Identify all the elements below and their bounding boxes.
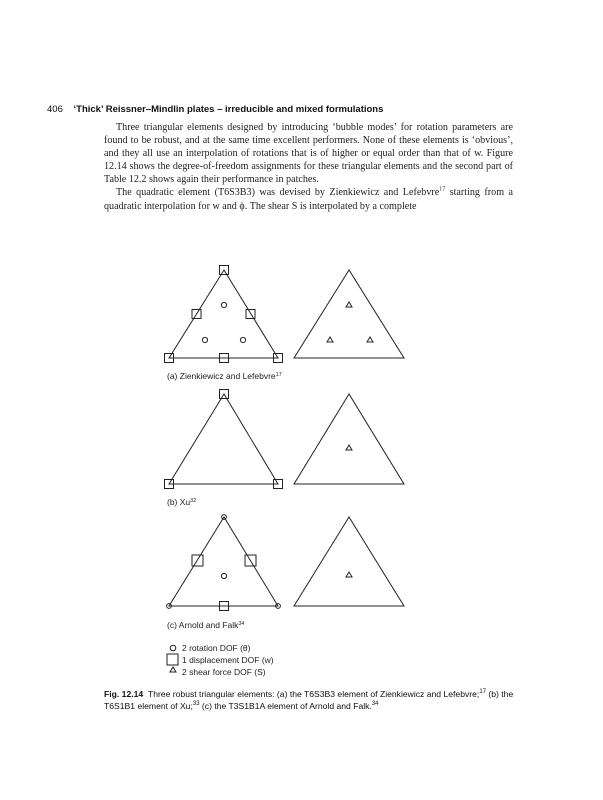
shear-triangle-b-1	[346, 445, 352, 450]
dof-circle-a-left	[202, 337, 207, 342]
caption-text-1: Three robust triangular elements: (a) the T6S3B3 element of Zienkiewicz and Lefebvre;	[147, 689, 480, 699]
caption-text-2: (b) the T6S1B1 element of Xu;	[104, 689, 514, 711]
running-title: ‘Thick’ Reissner–Mindlin plates – irreducible and mixed formulations	[73, 104, 384, 115]
legend-triangle-icon	[170, 667, 176, 672]
dof-circle-c-center	[221, 573, 226, 578]
caption-ref-3: 34	[371, 701, 379, 708]
paragraph-1: Three triangular elements designed by introducing ‘bubble modes’ for rotation parameters are found to be robust, and at the same time excellent performers. None of these elements is ‘obvious’, and they all use an interpolation of rotations that is of higher or equal order than that of w. Figure 12.14 shows the degree-of-freedom assignments for these triangular elements and the second part of Table 12.2 shows again their performance in patches.	[104, 122, 513, 186]
caption-label: Fig. 12.14	[104, 689, 144, 699]
figure-label-c: (c) Arnold and Falk$^{34}$	[167, 620, 245, 630]
ref-17: 17	[439, 187, 446, 194]
figure-caption	[104, 688, 524, 712]
page-number: 406	[47, 104, 63, 115]
shear-triangle-a-3	[367, 337, 373, 342]
figure-label-b: (b) Xu$^{32}$	[167, 497, 197, 507]
legend-displacement: 1 displacement DOF (w)	[182, 655, 274, 665]
caption-ref-2: 33	[192, 701, 200, 708]
legend-square-icon	[167, 654, 178, 665]
legend-shear: 2 shear force DOF (S)	[182, 667, 266, 677]
dof-circle-a-top	[221, 302, 226, 307]
triangle-a-left	[169, 270, 278, 358]
dof-circle-a-right	[240, 337, 245, 342]
paragraph-2-start: The quadratic element (T6S3B3) was devised by Zienkiewicz and Lefebvre	[116, 187, 440, 199]
paragraph-2-end: starting from a quadratic interpolation for w and ϕ. The shear S is interpolated by a complete	[104, 187, 513, 212]
legend-rotation: 2 rotation DOF (θ)	[182, 643, 251, 653]
shear-triangle-c-1	[346, 572, 352, 577]
shear-triangle-a-2	[327, 337, 333, 342]
triangle-b-right	[294, 394, 404, 484]
caption-text-3: (c) the T3S1B1A element of Arnold and Falk.	[199, 701, 372, 711]
triangle-c-right	[294, 517, 404, 606]
legend-circle-icon	[170, 645, 176, 651]
shear-triangle-a-1	[346, 302, 352, 307]
triangle-c-left	[169, 517, 278, 606]
triangle-b-left	[169, 394, 278, 484]
triangle-a-right	[294, 270, 404, 358]
figure-label-a: (a) Zienkiewicz and Lefebvre$^{17}$	[167, 371, 282, 381]
caption-ref-1: 17	[479, 689, 486, 696]
